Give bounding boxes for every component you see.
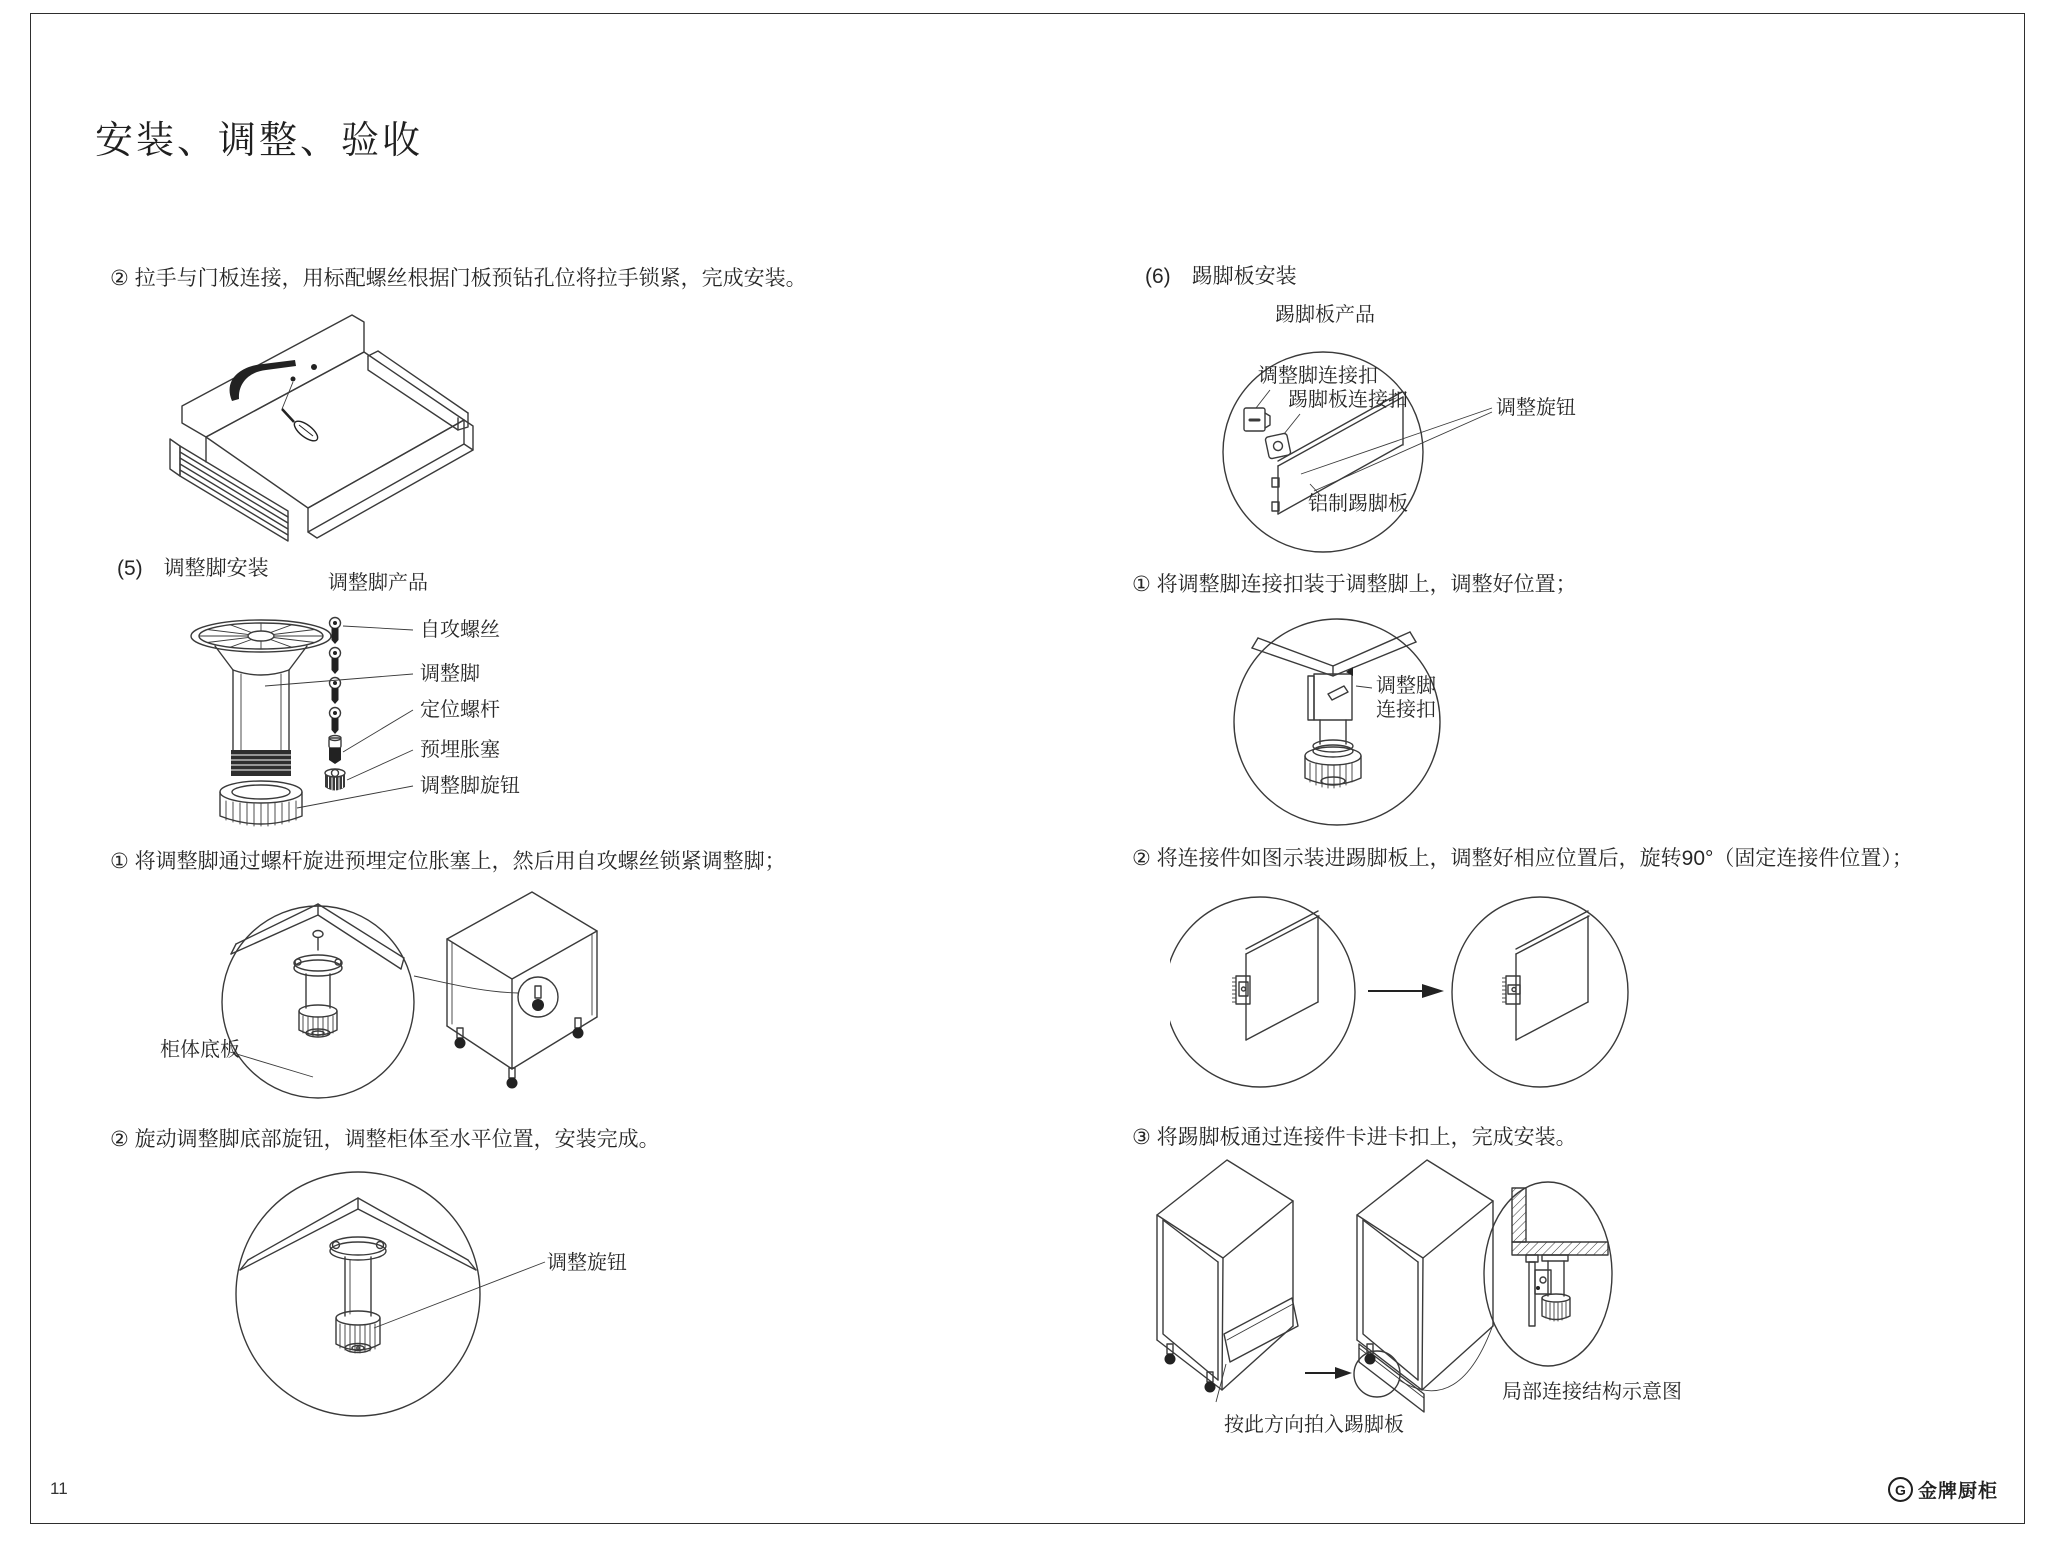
step-foot-1: ① 将调整脚通过螺杆旋进预埋定位胀塞上，然后用自攻螺丝锁紧调整脚； [110, 850, 786, 873]
section-5-heading: (5) 调整脚安装 [117, 557, 269, 580]
foot-install-detail-figure [100, 884, 620, 1131]
brand-g-icon: G [1888, 1477, 1913, 1502]
label-foot-connector-line2: 连接扣 [1376, 699, 1436, 721]
kickboard-product-caption: 踢脚板产品 [1275, 304, 1375, 326]
knob-adjust-detail-figure [150, 1164, 650, 1424]
adjustable-foot-exploded-figure [185, 610, 605, 850]
step-handle-install: ② 拉手与门板连接，用标配螺丝根据门板预钻孔位将拉手锁紧，完成安装。 [110, 267, 807, 290]
step-kick-3: ③ 将踢脚板通过连接件卡进卡扣上，完成安装。 [1132, 1126, 1577, 1149]
label-adjustable-foot: 调整脚 [420, 663, 480, 685]
screws-column [325, 618, 345, 792]
label-detail-diagram: 局部连接结构示意图 [1502, 1381, 1682, 1403]
brand-logo [1888, 1476, 1998, 1503]
label-foot-knob: 调整脚旋钮 [420, 775, 520, 797]
screwdriver-icon [282, 409, 321, 444]
step-foot-2: ② 旋动调整脚底部旋钮，调整柜体至水平位置，安装完成。 [110, 1128, 660, 1151]
label-foot-connector-line1: 调整脚 [1376, 675, 1436, 697]
foot-connector-mounted-figure [1230, 610, 1670, 847]
connection-detail-ellipse [1484, 1182, 1612, 1366]
label-embedded-anchor: 预埋胀塞 [420, 739, 500, 761]
label-board-connector: 踢脚板连接扣 [1288, 389, 1408, 411]
foot-connector-clip-icon [1244, 408, 1270, 431]
cabinet-2 [1354, 1160, 1493, 1412]
section-6-heading: (6) 踢脚板安装 [1145, 265, 1297, 288]
label-insert-direction: 按此方向拍入踢脚板 [1224, 1414, 1404, 1436]
cabinet-1 [1157, 1160, 1298, 1390]
step-kick-2: ② 将连接件如图示装进踢脚板上，调整好相应位置后，旋转90°（固定连接件位置）； [1132, 847, 1913, 870]
handle-icon [230, 360, 296, 401]
foot-product-caption: 调整脚产品 [328, 572, 428, 594]
brand-name: 金牌厨柜 [1918, 1481, 1999, 1502]
label-foot-connector: 调整脚连接扣 [1258, 365, 1378, 387]
label-adjust-knob-right: 调整旋钮 [1496, 397, 1576, 419]
board-connector-clip-icon [1265, 433, 1291, 459]
label-self-tapping-screw: 自攻螺丝 [420, 619, 500, 641]
step-kick-1: ① 将调整脚连接扣装于调整脚上，调整好位置； [1132, 573, 1577, 596]
arrow-icon [1335, 1367, 1352, 1379]
label-adjust-knob-left: 调整旋钮 [547, 1252, 627, 1274]
connector-rotate-figure [1170, 892, 1770, 1102]
page-number: 11 [50, 1479, 68, 1498]
page-title: 安装、调整、验收 [95, 120, 424, 162]
label-positioning-rod: 定位螺杆 [420, 699, 500, 721]
kickboard-install-figure [1130, 1158, 1920, 1448]
arrow-icon [1422, 984, 1444, 998]
cabinet-bottom-view [447, 892, 597, 1069]
label-aluminum-board: 铝制踢脚板 [1308, 493, 1408, 515]
door-panel-handle-figure [118, 310, 523, 547]
label-cabinet-bottom: 柜体底板 [160, 1039, 240, 1061]
